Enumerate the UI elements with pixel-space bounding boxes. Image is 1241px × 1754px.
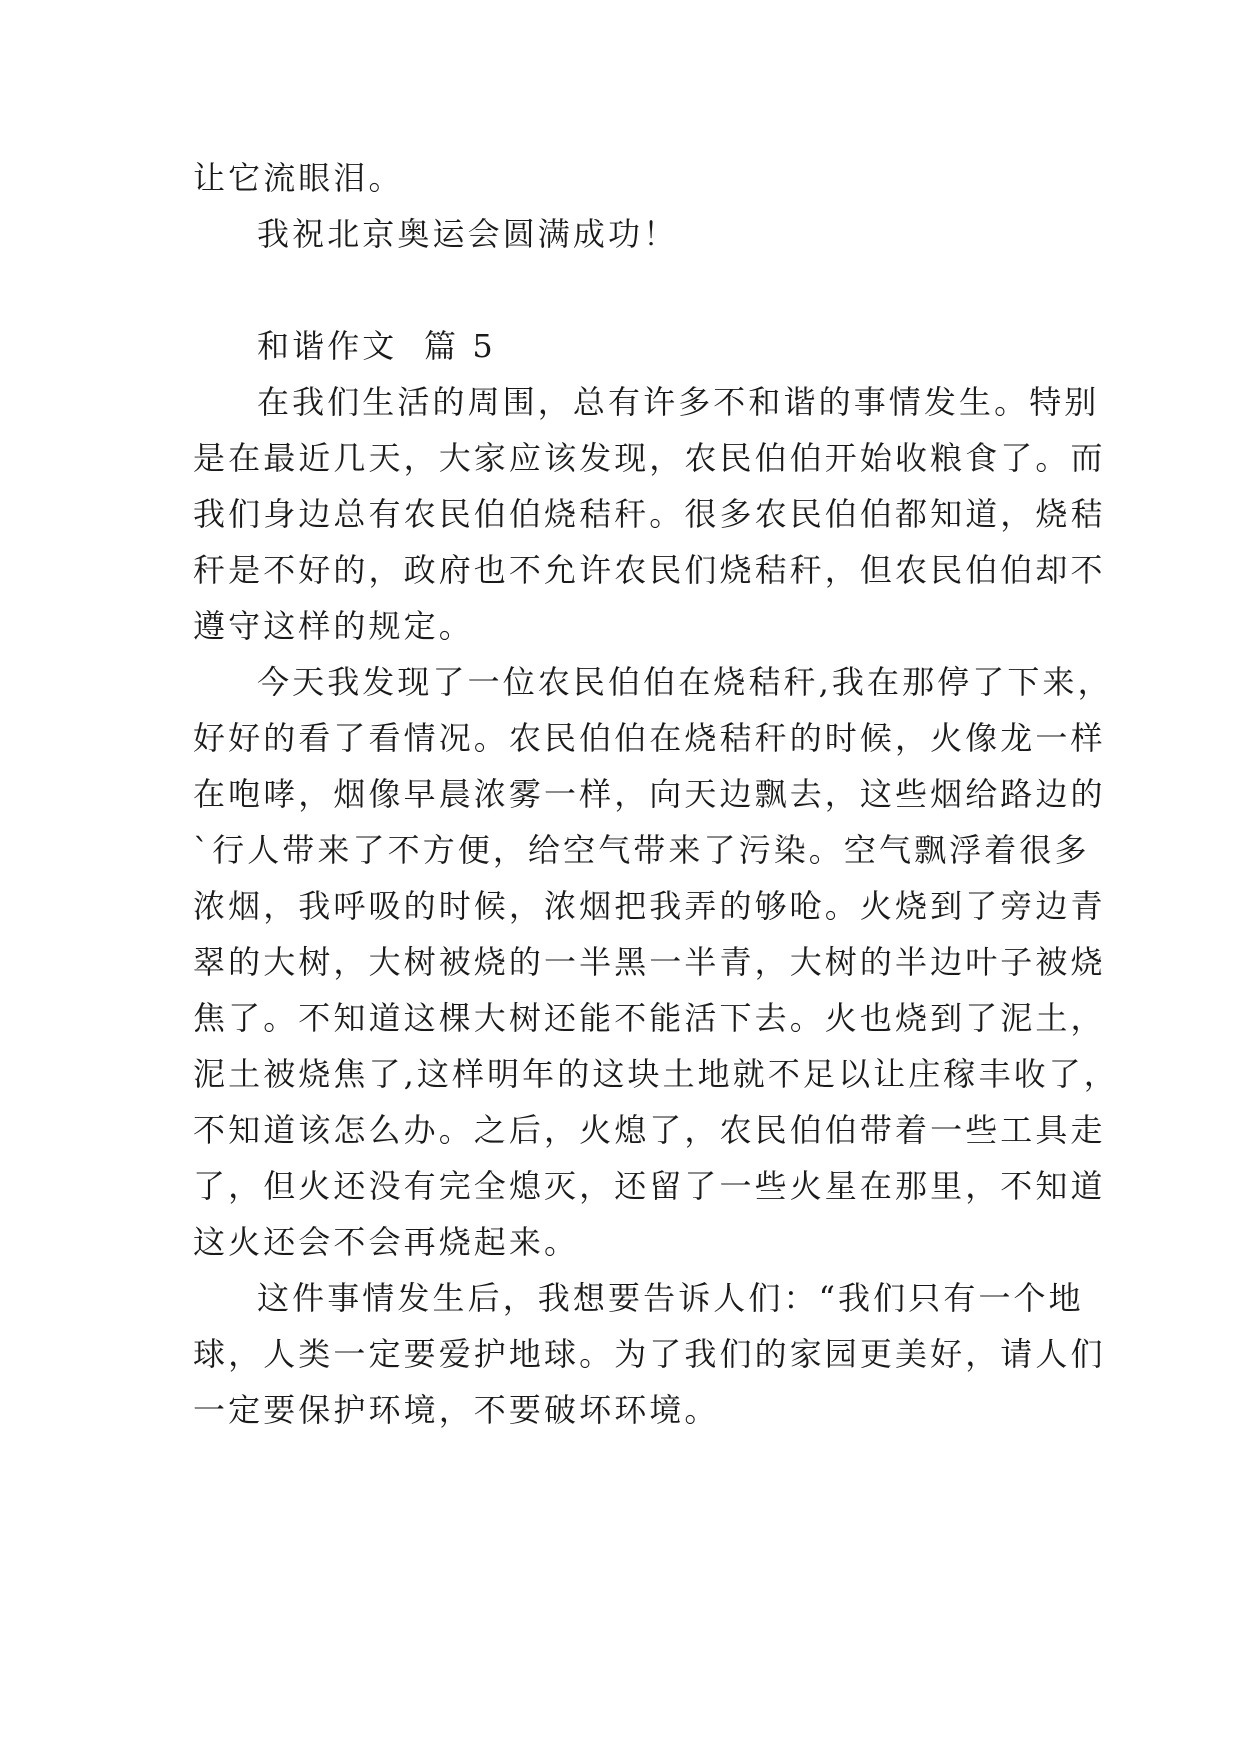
paragraph-line: 在我们生活的周围，总有许多不和谐的事情发生。特别: [257, 383, 1100, 421]
paragraph-line: 是在最近几天，大家应该发现，农民伯伯开始收粮食了。而: [193, 439, 1106, 477]
paragraph-line: 这件事情发生后，我想要告诉人们：“我们只有一个地: [257, 1279, 1084, 1317]
paragraph-line: 秆是不好的，政府也不允许农民们烧秸秆，但农民伯伯却不: [193, 551, 1106, 589]
section-heading: 和谐作文 篇 5: [257, 327, 496, 365]
section-gap: [193, 262, 1073, 318]
paragraph-line: 在咆哮，烟像早晨浓雾一样，向天边飘去，这些烟给路边的: [193, 775, 1106, 813]
paragraph-line: 焦了。不知道这棵大树还能不能活下去。火也烧到了泥土，: [193, 999, 1106, 1037]
paragraph-line: 球，人类一定要爱护地球。为了我们的家园更美好，请人们: [193, 1335, 1106, 1373]
paragraph-line: `行人带来了不方便，给空气带来了污染。空气飘浮着很多: [193, 831, 1090, 869]
document-page: [193, 150, 1119, 1438]
paragraph-line: 泥土被烧焦了,这样明年的这块土地就不足以让庄稼丰收了，: [193, 1055, 1119, 1093]
paragraph-line: 不知道该怎么办。之后，火熄了，农民伯伯带着一些工具走: [193, 1111, 1106, 1149]
paragraph-3: [193, 1270, 1106, 1438]
paragraph-line: 这火还会不会再烧起来。: [193, 1223, 580, 1261]
paragraph-2: [193, 654, 1119, 1270]
paragraph-line: 遵守这样的规定。: [193, 607, 474, 645]
paragraph-line: 好好的看了看情况。农民伯伯在烧秸秆的时候，火像龙一样: [193, 719, 1106, 757]
paragraph-line: 一定要保护环境，不要破坏环境。: [193, 1391, 720, 1429]
paragraph-1: [193, 374, 1106, 654]
wish-line: 我祝北京奥运会圆满成功！: [257, 215, 679, 253]
paragraph-line: 浓烟，我呼吸的时候，浓烟把我弄的够呛。火烧到了旁边青: [193, 887, 1106, 925]
paragraph-line: 今天我发现了一位农民伯伯在烧秸秆,我在那停了下来，: [257, 663, 1113, 701]
paragraph-line: 翠的大树，大树被烧的一半黑一半青，大树的半边叶子被烧: [193, 943, 1106, 981]
paragraph-line: 了，但火还没有完全熄灭，还留了一些火星在那里，不知道: [193, 1167, 1106, 1205]
paragraph-line: 我们身边总有农民伯伯烧秸秆。很多农民伯伯都知道，烧秸: [193, 495, 1106, 533]
intro-line: 让它流眼泪。: [193, 159, 404, 197]
